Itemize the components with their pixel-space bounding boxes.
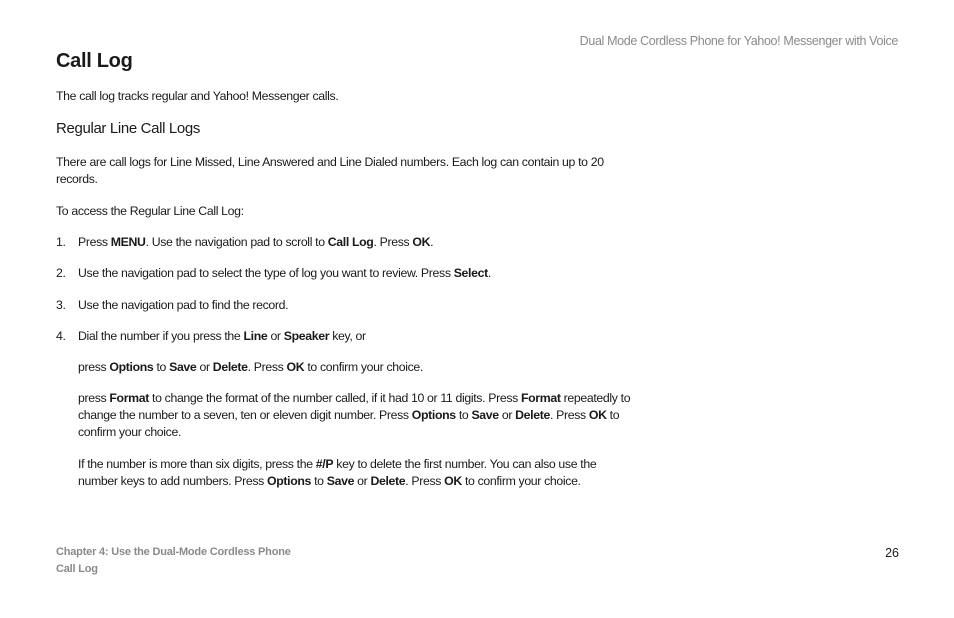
page-title: Call Log (56, 50, 133, 72)
footer-section: Call Log (56, 563, 98, 575)
step-text: Press MENU. Use the navigation pad to scroll to Call Log. Press OK. (78, 235, 434, 249)
step-number: 2. (56, 266, 66, 280)
page-number: 26 (885, 546, 899, 560)
step-text: Dial the number if you press the Line or Speaker key, or (78, 329, 366, 343)
sub-paragraph-digits: If the number is more than six digits, press the #/P key to delete the first number. You can also use the number keys to add numbers. Press Options to Save or Delete. Press OK to confirm your choice. (78, 457, 597, 488)
footer-chapter: Chapter 4: Use the Dual-Mode Cordless Phone (56, 546, 291, 558)
step-number: 3. (56, 298, 66, 312)
sub-paragraph-format: press Format to change the format of the number called, if it had 10 or 11 digits. Press Format repeatedly to change the number to a seven, ten or eleven digit number. Press Options to Save or Delete. Press OK to confirm your choice. (78, 391, 631, 439)
step-text: Use the navigation pad to find the record. (78, 298, 289, 312)
step-text: Use the navigation pad to select the type of log you want to review. Press Select. (78, 266, 491, 280)
sub-paragraph-options: press Options to Save or Delete. Press OK to confirm your choice. (78, 360, 423, 374)
intro-paragraph: The call log tracks regular and Yahoo! Messenger calls. (56, 89, 339, 103)
section-heading: Regular Line Call Logs (56, 120, 201, 137)
access-intro: To access the Regular Line Call Log: (56, 204, 244, 218)
header-title: Dual Mode Cordless Phone for Yahoo! Messenger with Voice (579, 34, 898, 48)
step-number: 1. (56, 235, 66, 249)
step-number: 4. (56, 329, 66, 343)
description-paragraph: There are call logs for Line Missed, Line Answered and Line Dialed numbers. Each log can contain up to 20 records. (56, 155, 604, 186)
